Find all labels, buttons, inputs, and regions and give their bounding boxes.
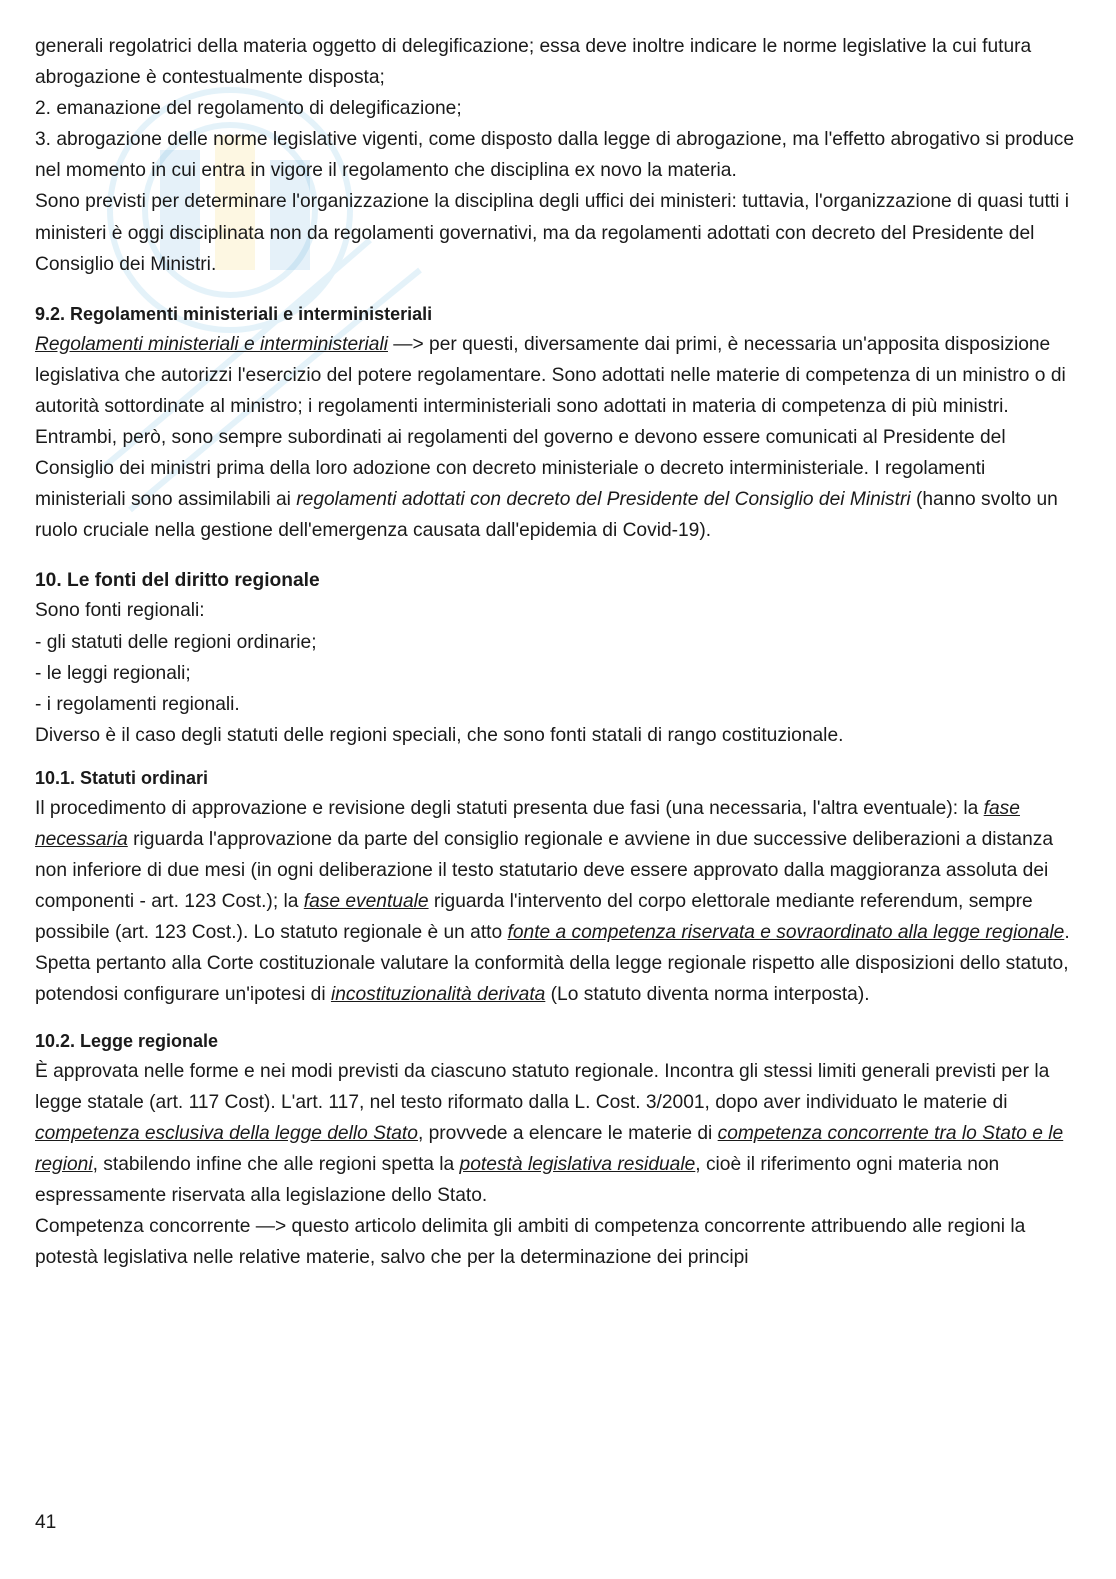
text-run: Il procedimento di approvazione e revisione degli statuti presenta due fasi (una necessaria, l'altra eventuale): la	[35, 797, 984, 819]
paragraph: Sono previsti per determinare l'organizzazione la disciplina degli uffici dei ministeri: tuttavia, l'organizzazione di quasi tutti i ministeri è oggi disciplinata non da regolamenti governativi, ma da regolamenti adottati con decreto del Presidente del Consiglio dei Ministri.	[35, 191, 1070, 275]
list-item: 3. abrogazione delle norme legislative vigenti, come disposto dalla legge di abrogazione, ma l'effetto abrogativo si produce nel momento in cui entra in vigore il regolamento che disciplina ex novo la materia.	[35, 129, 1075, 182]
section-heading-10-2: 10.2. Legge regionale	[35, 1030, 219, 1051]
list-item: - gli statuti delle regioni ordinarie;	[35, 631, 317, 653]
underlined-term: incostituzionalità derivata	[330, 984, 546, 1006]
section-heading-9-2: 9.2. Regolamenti ministeriali e interministeriali	[35, 303, 433, 324]
page-body	[35, 31, 1081, 1273]
underlined-term: fonte a competenza riservata e sovraordinato alla legge regionale	[507, 922, 1065, 944]
underlined-term: fase eventuale	[303, 891, 429, 913]
text-run: , provvede a elencare le materie di	[417, 1122, 718, 1144]
text-run: , stabilendo infine che alle regioni spetta la	[92, 1153, 460, 1175]
page-number: 41	[35, 1512, 57, 1533]
text-run: . Spetta pertanto alla Corte costituzionale valutare la conformità della legge regionale rispetto alle disposizioni dello statuto, potendosi configurare un'ipotesi di	[35, 922, 1070, 1006]
text-run: È approvata nelle forme e nei modi previsti da ciascuno statuto regionale. Incontra gli stessi limiti generali previsti per la legge statale (art. 117 Cost). L'art. 117, nel testo riformato dalla L. Cost. 3/2001, dopo aver individuato le materie di	[35, 1060, 1050, 1113]
list-item: - i regolamenti regionali.	[35, 693, 240, 715]
list-item: - le leggi regionali;	[35, 662, 191, 684]
paragraph	[35, 1056, 1081, 1211]
underlined-term: potestà legislativa residuale	[459, 1153, 696, 1175]
text-run: riguarda l'approvazione da parte del consiglio regionale e avviene in due successive deliberazioni a distanza non inferiore di due mesi (in ogni deliberazione il testo statutario deve essere approvato dalla maggioranza assoluta dei componenti - art. 123 Cost.); la	[35, 828, 1054, 913]
text-run: riguarda l'intervento del corpo elettorale mediante referendum, sempre possibile (art. 123 Cost.). Lo statuto regionale è un atto	[35, 891, 1033, 944]
paragraph: Competenza concorrente —> questo articolo delimita gli ambiti di competenza concorrente attribuendo alle regioni la potestà legislativa nelle relative materie, salvo che per la determinazione dei principi	[35, 1216, 1026, 1269]
underlined-term: Regolamenti ministeriali e interministeriali	[35, 333, 388, 355]
underlined-term: competenza concorrente tra lo Stato e le regioni	[35, 1122, 1064, 1175]
intro-line: generali regolatrici della materia oggetto di delegificazione; essa deve inoltre indicare le norme legislative la cui futura abrogazione è contestualmente disposta;	[35, 36, 1032, 89]
text-run: (hanno svolto un ruolo cruciale nella gestione dell'emergenza causata dall'epidemia di Covid-19).	[35, 489, 1058, 542]
paragraph	[35, 329, 1081, 547]
section-heading-10: 10. Le fonti del diritto regionale	[35, 570, 320, 592]
text-run: , cioè il riferimento ogni materia non espressamente riservata alla legislazione dello Stato.	[35, 1153, 1000, 1206]
italic-term: regolamenti adottati con decreto del Presidente del Consiglio dei Ministri	[296, 489, 911, 511]
paragraph: Sono fonti regionali:	[35, 600, 205, 622]
text-run: (Lo statuto diventa norma interposta).	[545, 984, 870, 1006]
text-run: —> per questi, diversamente dai primi, è necessaria un'apposita disposizione legislativa che autorizzi l'esercizio del potere regolamentare. Sono adottati nelle materie di competenza di un ministro o di autorità sottordinate al ministro; i regolamenti interministeriali sono adottati in materia di competenza di più ministri. Entrambi, però, sono sempre subordinati ai regolamenti del governo e devono essere comunicati al Presidente del Consiglio dei ministri prima della loro adozione con decreto ministeriale o decreto interministeriale. I regolamenti ministeriali sono assimilabili ai	[35, 333, 1066, 511]
section-heading-10-1: 10.1. Statuti ordinari	[35, 767, 209, 788]
list-item: 2. emanazione del regolamento di delegificazione;	[35, 98, 462, 120]
underlined-term: fase necessaria	[35, 797, 1020, 850]
underlined-term: competenza esclusiva della legge dello Stato	[35, 1122, 418, 1144]
paragraph	[35, 793, 1081, 1011]
paragraph: Diverso è il caso degli statuti delle regioni speciali, che sono fonti statali di rango costituzionale.	[35, 724, 844, 746]
